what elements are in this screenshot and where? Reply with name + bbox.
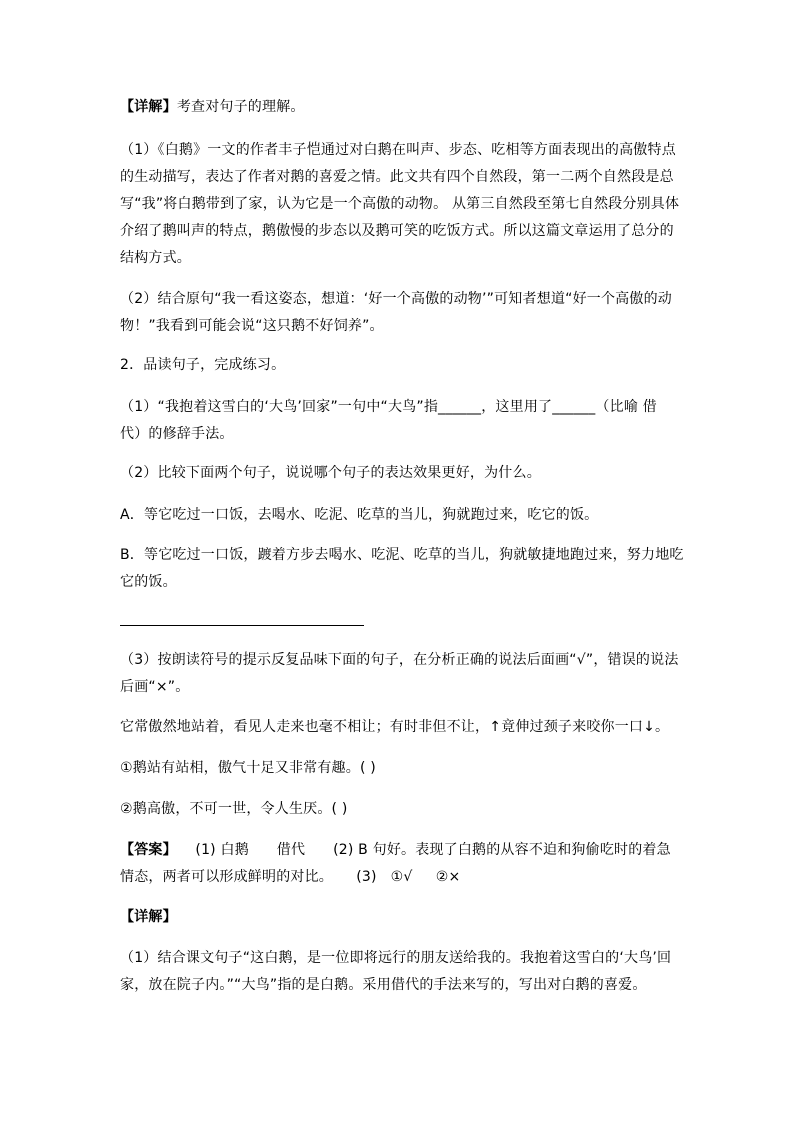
judgement-item: ①鹅站有站相，傲气十足又非常有趣。( ): [120, 760, 376, 776]
paragraph-line: 的生动描写，表达了作者对鹅的喜爱之情。此文共有四个自然段，第一二两个自然段是总: [120, 169, 674, 185]
question-line: 代）的修辞手法。: [120, 426, 234, 442]
detail-text: 考查对句子的理解。: [176, 99, 305, 115]
answer-line: 情态，两者可以形成鲜明的对比。 (3) ①√ ②×: [120, 869, 461, 885]
answer-label: 【答案】: [120, 842, 177, 858]
paragraph-line: 家，放在院子内。”“大鸟”指的是白鹅。采用借代的手法来写的，写出对白鹅的喜爱。: [120, 977, 647, 993]
paragraph-line: 物！”我看到可能会说“这只鹅不好饲养”。: [120, 318, 384, 334]
paragraph-line: （1）结合课文句子“这白鹅，是一位即将远行的朋友送给我的。我抱着这雪白的‘大鸟’回: [120, 950, 672, 966]
question-line: （1）“我抱着这雪白的‘大鸟’回家”一句中“大鸟”指______，这里用了______（比喻 借: [120, 399, 657, 415]
answer-blank-line: [120, 625, 364, 626]
answer-text: (1) 白鹅 借代 (2) B 句好。表现了白鹅的从容不迫和狗偷吃时的着急: [176, 842, 671, 858]
answer-line: [120, 840, 671, 860]
question-heading: 2．品读句子，完成练习。: [120, 357, 286, 373]
detail-heading-line: [120, 97, 305, 117]
option-b-line: 它的饭。: [120, 574, 177, 590]
paragraph-line: （2）结合原句“我一看这姿态，想道：‘好一个高傲的动物’”可知者想道“好一个高傲的动: [120, 291, 672, 307]
question-line: （3）按朗读符号的提示反复品味下面的句子，在分析正确的说法后面画“√”，错误的说法: [120, 652, 679, 668]
judgement-item: ②鹅高傲，不可一世，令人生厌。( ): [120, 801, 348, 817]
paragraph-line: 写“我”将白鹅带到了家，认为它是一个高傲的动物。 从第三自然段至第七自然段分别具体: [120, 196, 680, 212]
quoted-sentence: 它常傲然地站着，看见人走来也毫不相让；有时非但不让，↑竟伸过颈子来咬你一口↓。: [120, 719, 670, 735]
paragraph-line: 介绍了鹅叫声的特点，鹅傲慢的步态以及鹅可笑的吃饭方式。所以这篇文章运用了总分的: [120, 223, 674, 239]
paragraph-line: 结构方式。: [120, 250, 191, 266]
option-b-line: B．等它吃过一口饭，踱着方步去喝水、吃泥、吃草的当儿，狗就敏捷地跑过来，努力地吃: [120, 547, 684, 563]
question-line: （2）比较下面两个句子，说说哪个句子的表达效果更好，为什么。: [120, 465, 541, 481]
question-line: 后画“×”。: [120, 679, 190, 695]
paragraph-line: （1）《白鹅》一文的作者丰子恺通过对白鹅在叫声、步态、吃相等方面表现出的高傲特点: [120, 142, 676, 158]
detail-label: 【详解】: [120, 909, 177, 925]
detail-label: 【详解】: [120, 99, 177, 115]
option-a-line: A．等它吃过一口饭，去喝水、吃泥、吃草的当儿，狗就跑过来，吃它的饭。: [120, 507, 599, 523]
detail-heading-line: [120, 907, 177, 927]
